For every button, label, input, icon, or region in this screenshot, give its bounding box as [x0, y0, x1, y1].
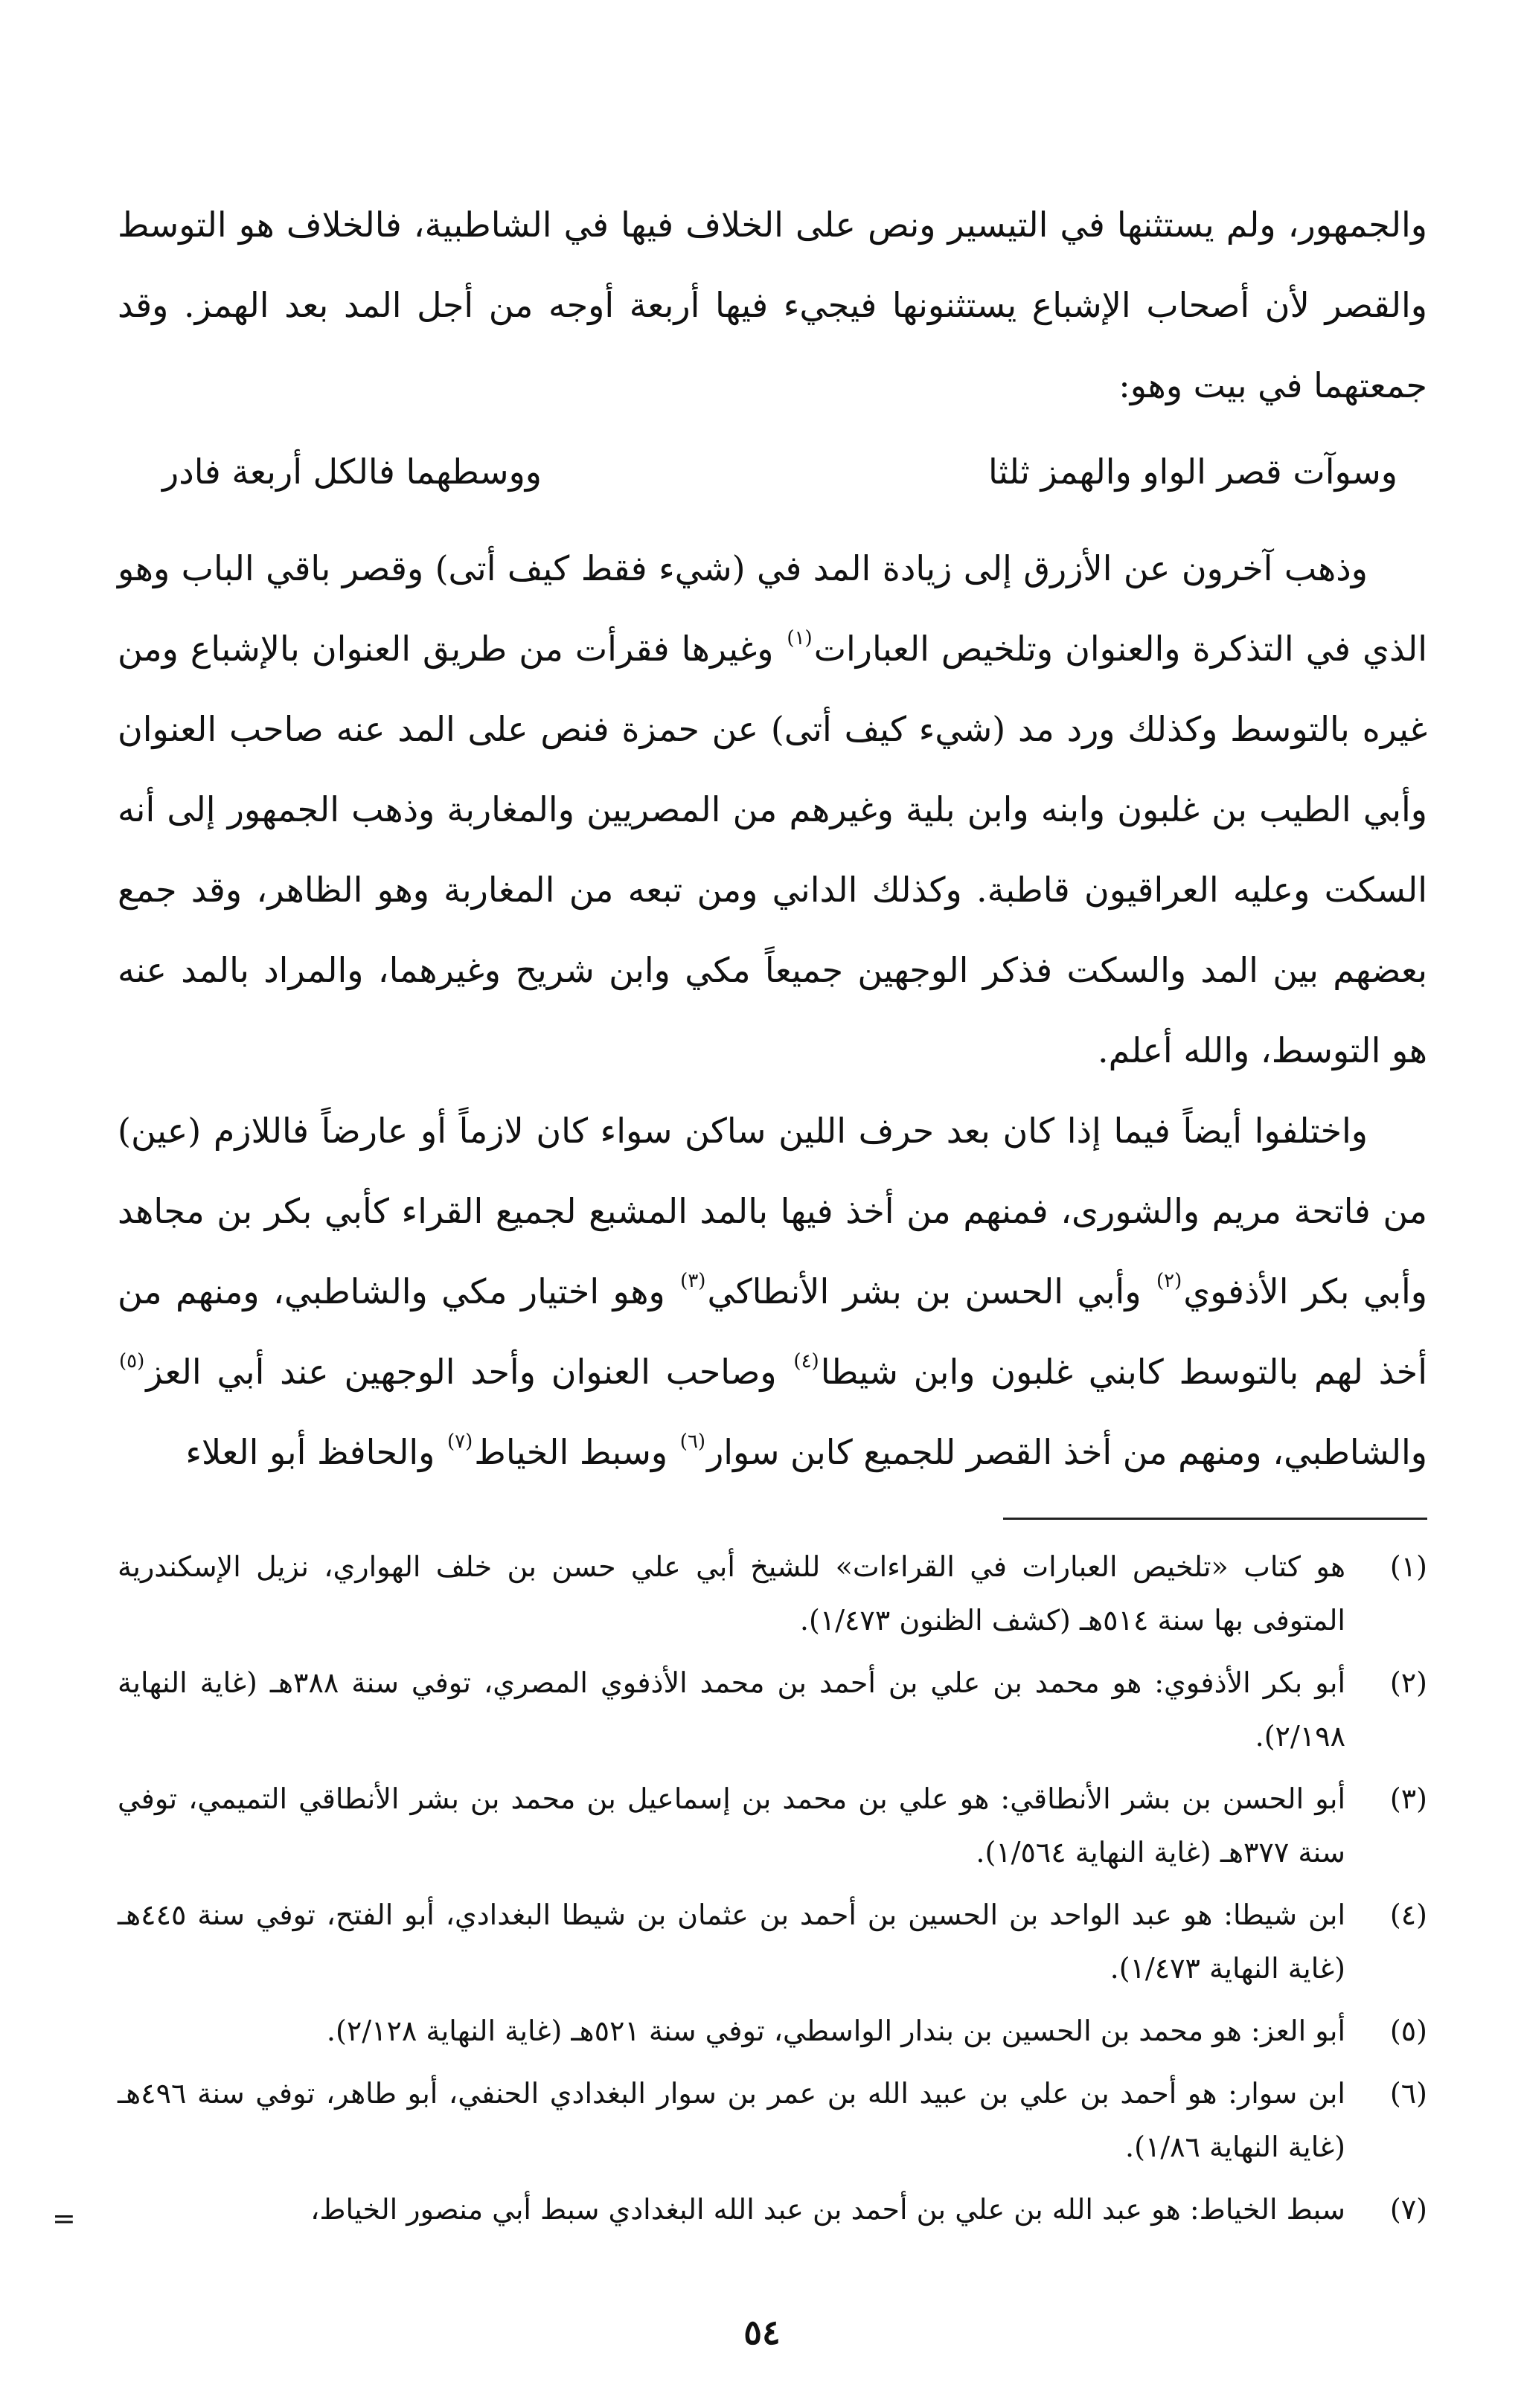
footnote-item: [118, 2004, 1427, 2058]
footnote-ref[interactable]: (٦): [679, 1430, 706, 1453]
text-run: وأبي الحسن بن بشر الأنطاكي: [707, 1271, 1155, 1311]
footnote-text: سبط الخياط: هو عبد الله بن علي بن أحمد بن عبد الله البغدادي سبط أبي منصور الخياط،: [310, 2193, 1345, 2226]
footnote-number: (٤): [1389, 1898, 1427, 1931]
footnotes-section: [118, 1540, 1427, 2245]
footnote-text: أبو الحسن بن بشر الأنطاقي: هو علي بن محمد بن إسماعيل بن محمد بن بشر الأنطاقي التميمي، توفي سنة ٣٧٧هـ (غاية النهاية ١/٥٦٤).: [118, 1782, 1345, 1869]
text-run: واختلفوا أيضاً فيما إذا كان بعد حرف اللين ساكن سواء كان لازماً أو عارضاً فاللازم (عين) من فاتحة مريم والشورى، فمنهم من أخذ فيها بالمد المشبع لجميع القراء كأبي بكر بن مجاهد وأبي بكر الأذفوي: [118, 1111, 1428, 1311]
footnote-ref[interactable]: (٥): [119, 1349, 145, 1372]
paragraph: [118, 1091, 1427, 1492]
footnote-number: (٧): [1389, 2193, 1427, 2226]
footnote-number: (٢): [1389, 1666, 1427, 1699]
verse-hemistich: وسوآت قصر الواو والهمز ثلثا: [987, 452, 1397, 492]
main-text: [118, 184, 1427, 1492]
footnote-ref[interactable]: (١): [787, 626, 813, 649]
text-run: وذهب آخرون عن الأزرق إلى زيادة المد في (شيء فقط كيف أتى) وقصر باقي الباب وهو الذي في التذكرة والعنوان وتلخيص العبارات: [118, 548, 1427, 669]
paragraph: [118, 528, 1427, 1091]
footnote-text: هو كتاب «تلخيص العبارات في القراءات» للشيخ أبي علي حسن بن خلف الهواري، نزيل الإسكندرية المتوفى بها سنة ٥١٤هـ (كشف الظنون ١/٤٧٣).: [118, 1550, 1345, 1637]
footnote-number: (٦): [1389, 2077, 1427, 2110]
text-run: وسبط الخياط: [474, 1432, 679, 1472]
text-run: والحافظ أبو العلاء: [185, 1432, 446, 1472]
text-run: والشاطبي، ومنهم من أخذ القصر للجميع كابن سوار: [707, 1432, 1427, 1472]
text-run: وصاحب العنوان وأحد الوجهين عند أبي العز: [146, 1352, 793, 1392]
paragraph: والجمهور، ولم يستثنها في التيسير ونص على الخلاف فيها في الشاطبية، فالخلاف هو التوسط والقصر لأن أصحاب الإشباع يستثنونها فيجيء فيها أربعة أوجه من أجل المد بعد الهمز. وقد جمعتهما في بيت وهو:: [118, 205, 1427, 405]
footnote-number: (٥): [1389, 2014, 1427, 2047]
footnote-text: أبو العز: هو محمد بن الحسين بن بندار الواسطي، توفي سنة ٥٢١هـ (غاية النهاية ٢/١٢٨).: [326, 2014, 1345, 2047]
footnote-ref[interactable]: (٧): [447, 1430, 473, 1453]
footnote-text: ابن سوار: هو أحمد بن علي بن عبيد الله بن عمر بن سوار البغدادي الحنفي، أبو طاهر، توفي سنة ٤٩٦هـ (غاية النهاية ١/٨٦).: [118, 2077, 1345, 2163]
text-run: وغيرها فقرأت من طريق العنوان بالإشباع ومن غيره بالتوسط وكذلك ورد مد (شيء كيف أتى) عن حمزة فنص على المد عنه صاحب العنوان وأبي الطيب بن غلبون وابنه وابن بلية وغيرهم من المصريين والمغاربة وذهب الجمهور إلى أنه السكت وعليه العراقيون قاطبة. وكذلك الداني ومن تبعه من المغاربة وهو الظاهر، وقد جمع بعضهم بين المد والسكت فذكر الوجهين جميعاً مكي وابن شريح وغيرهما، والمراد بالمد عنه هو التوسط، والله أعلم.: [118, 629, 1428, 1070]
footnote-item: [118, 1656, 1427, 1763]
footnote-item: [118, 2067, 1427, 2174]
text-run: وهو اختيار مكي والشاطبي، ومنهم من أخذ لهم بالتوسط كابني غلبون وابن شيطا: [118, 1271, 1427, 1392]
poetry-verse: [118, 431, 1427, 512]
page-number: ٥٤: [743, 2312, 781, 2352]
footnote-number: (١): [1389, 1550, 1427, 1583]
footnote-item: [118, 1888, 1427, 1995]
footnote-ref[interactable]: (٢): [1156, 1269, 1182, 1292]
footnote-item: [118, 1540, 1427, 1647]
footnote-text: أبو بكر الأذفوي: هو محمد بن علي بن أحمد بن محمد الأذفوي المصري، توفي سنة ٣٨٨هـ (غاية النهاية ٢/١٩٨).: [118, 1666, 1346, 1753]
footnote-number: (٣): [1389, 1782, 1427, 1815]
footnote-ref[interactable]: (٤): [793, 1349, 819, 1372]
footnote-divider: [1003, 1518, 1427, 1520]
continuation-mark: =: [52, 2202, 76, 2235]
verse-hemistich: ووسطهما فالكل أربعة فادر: [162, 452, 542, 492]
footnote-item: [118, 1772, 1427, 1879]
footnote-text: ابن شيطا: هو عبد الواحد بن الحسين بن أحمد بن عثمان بن شيطا البغدادي، أبو الفتح، توفي سنة ٤٤٥هـ (غاية النهاية ١/٤٧٣).: [118, 1898, 1345, 1985]
footnote-ref[interactable]: (٣): [680, 1269, 706, 1292]
footnote-item: [118, 2183, 1427, 2236]
